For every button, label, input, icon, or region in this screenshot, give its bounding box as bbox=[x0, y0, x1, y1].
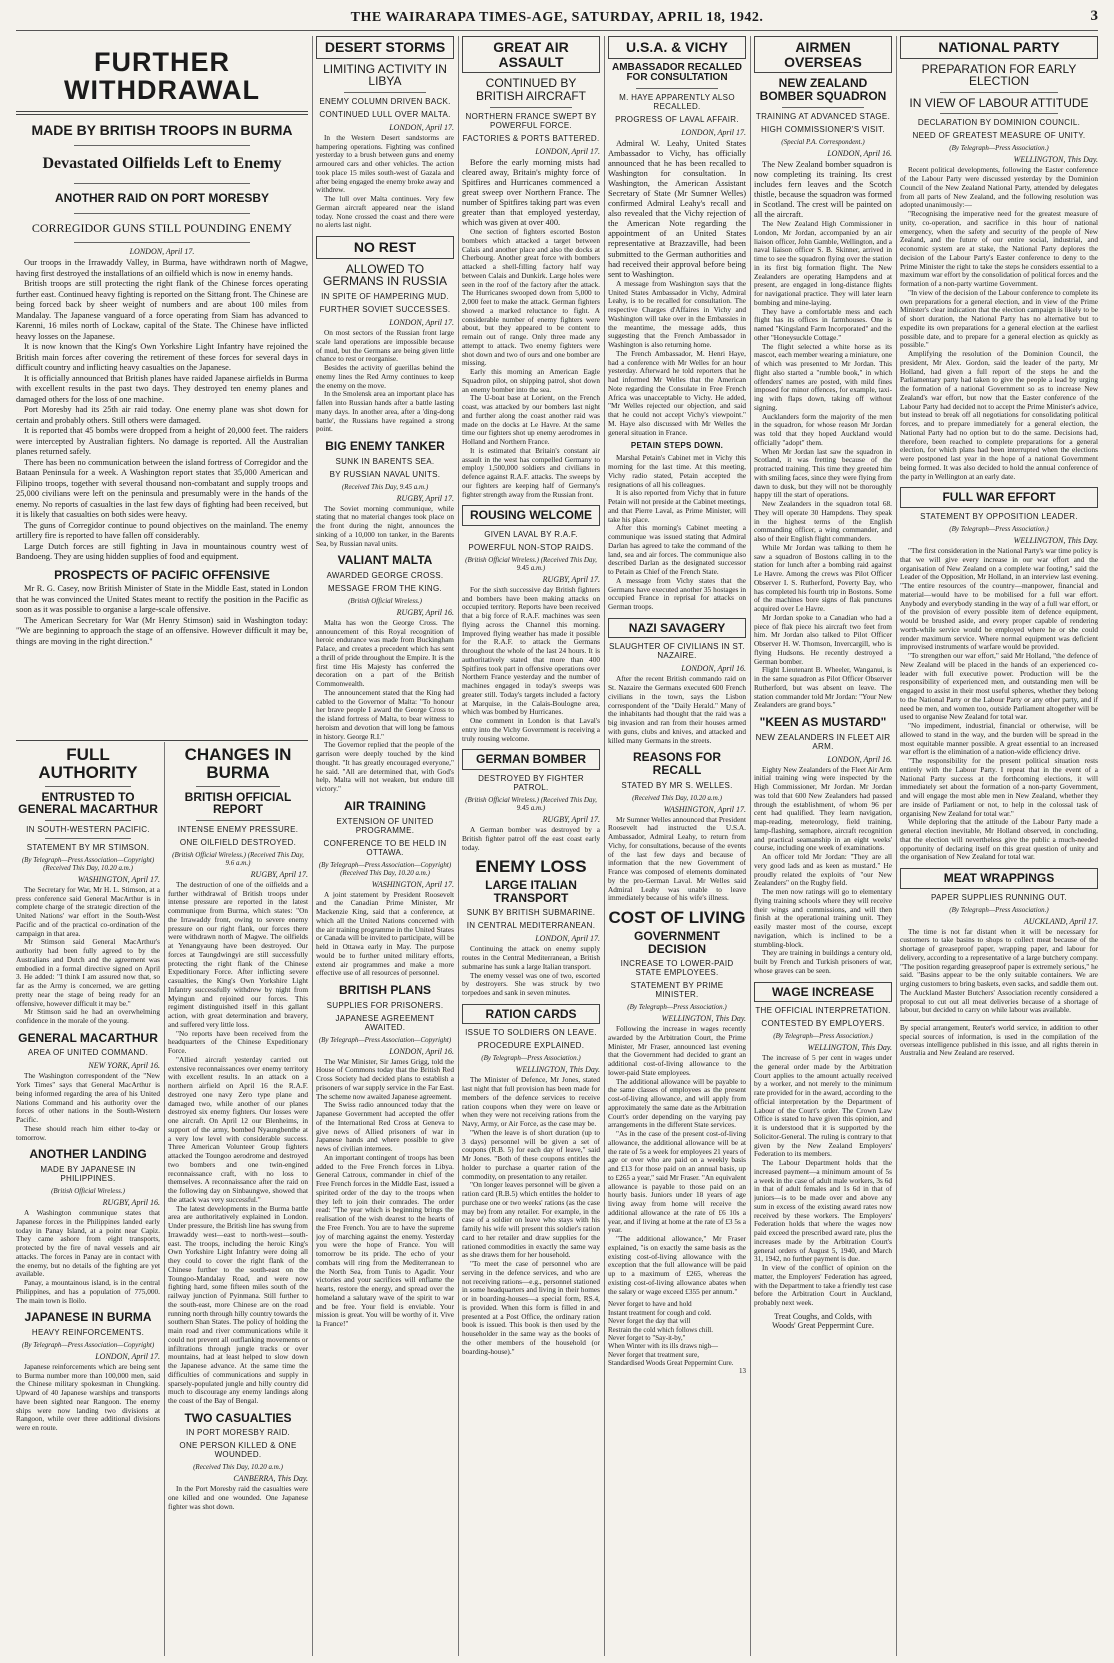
headline: BRITISH PLANS bbox=[338, 983, 431, 998]
paragraph: The Minister of Defence, Mr Jones, stated last night that full provision has been made for members of the defence services to receive ration coupons when they were on leave or when they were not receiving rations from the Navy, Army, or Air Force, as the case may be. bbox=[462, 1075, 600, 1129]
paragraph: "The additional allowance," Mr Fraser explained, "is on exactly the same basis as the existing cost-of-living allowance with the exception that the full allowance will be paid up to a maximum of £265, whereas the existing cost-of-living allowance abates when the salary or wage exceed £355 per annum." bbox=[608, 1234, 746, 1296]
paragraph: Mr Sumner Welles announced that President Roosevelt had instructed the U.S.A. Ambassador, Admiral Leahy, to return from Vichy, for consultations, because of the events of the last few days and because of information that the new Government of France was composed of elements dominated by the pro-German Laval. Mr Welles said Admiral Leahy was unable to leave immediately because of his wife's illness. bbox=[608, 814, 746, 903]
paragraph: Eighty New Zealanders of the Fleet Air Arm initial training wing were inspected by the High Commissioner, Mr Jordan. Mr Jordan was told that 600 New Zealanders had passed through the establishment, of whom 96 per cent had qualified. They learn navigation, map-reading, meteorology, field training, lamp-flashing, semaphore, aircraft recognition and practical seamanship in an eight weeks' course, including one week of examinations. bbox=[754, 764, 892, 853]
story-air-training bbox=[316, 800, 454, 978]
credit: (Received This Day, 10.20 a.m.) bbox=[193, 1463, 283, 1472]
subheading: PROCEDURE EXPLAINED. bbox=[477, 1041, 585, 1051]
headline: FULL AUTHORITY bbox=[38, 746, 138, 782]
deck: ENTRUSTED TO GENERAL MACARTHUR bbox=[18, 789, 158, 817]
subheading: M. HAYE APPARENTLY ALSO RECALLED. bbox=[619, 92, 735, 111]
subheading: CONTESTED BY EMPLOYERS. bbox=[761, 1019, 885, 1029]
deck: CONTINUED BY BRITISH AIRCRAFT bbox=[475, 76, 586, 103]
credit: (By Telegraph—Press Association.) bbox=[949, 144, 1049, 153]
headline: AIR TRAINING bbox=[344, 798, 426, 813]
paragraph: "No reports have been received from the headquarters of the Chinese Expeditionary Force. bbox=[168, 1028, 308, 1056]
paragraph: A message from Vichy states that the Germans have executed another 35 hostages in occupied France in reprisal for attacks on German troops. bbox=[608, 575, 746, 612]
paragraph: One section of fighters escorted Boston bombers which attacked a target between Calais and another place and also the docks at Cherbourg. Another great force with bombers attacked a shell-filling factory half way between Calais and Dunkirk. Large holes were seen in the roof of the factory after the attack. The Hurricanes swooped down from 5,000 to 2,000 feet to make the attack. German fighters showed a marked reluctance to fight. A considerable number of enemy fighters were about, but they appeared to be content to remain out of range. Only three made any attempt to attack. Two enemy fighters were shot down and two of ours and one bomber are missing. bbox=[462, 227, 600, 368]
paragraph: After the recent British commando raid on St. Nazaire the Germans executed 600 French civilians in the town, says the Lisbon correspondent of the "Daily Herald." Many of the inhabitants had thought that the raid was a big invasion and ran from their houses armed with guns, clubs and knives, and attacked and killed many Germans in the streets. bbox=[608, 674, 746, 745]
paragraph: Mr Stimson said General MacArthur's authority had been fully agreed to by the Australians and Dutch and the agreement was embodied in a formal directive signed on April 3. He added: "I think I am assured now that, so far as the Army is concerned, we are getting pretty near the stage of being ready for an offensive, however difficult it may be." bbox=[16, 937, 160, 1008]
paragraph: The Swiss radio announced today that the Japanese Government had accepted the offer of the International Red Cross at Geneva to give news of Allied prisoners of war in Japanese hands and where possible to give news of civilian internees. bbox=[316, 1100, 454, 1154]
column-rule bbox=[312, 36, 313, 1656]
lead-deck-3: ANOTHER RAID ON PORT MORESBY bbox=[54, 191, 269, 206]
story-usa-vichy bbox=[608, 36, 746, 612]
story-cost-of-living bbox=[608, 909, 746, 1376]
column-rule bbox=[164, 742, 165, 1656]
column-1a bbox=[16, 746, 160, 1656]
column-1b bbox=[168, 746, 308, 1656]
subheading: SLAUGHTER OF CIVILIANS IN ST. NAZAIRE. bbox=[609, 642, 745, 661]
paragraph: Japanese reinforcements which are being sent to Burma number more than 100,000 men, said the Chinese military spokesman in Chungking. Upward of 40 Japanese warships and transports have been sighted near Rangoon. The enemy ships were now landing two divisions at Rangoon, while over three additional divisions were en route. bbox=[16, 1361, 160, 1433]
headline: VALIANT MALTA bbox=[337, 553, 433, 568]
ad-line: Woods' Great Peppermint Cure. bbox=[772, 1320, 874, 1330]
deck: AMBASSADOR RECALLED FOR CONSULTATION bbox=[612, 61, 742, 84]
dateline: RUGBY, April 17. bbox=[542, 815, 600, 825]
paragraph: "The responsibility for the present political situation rests entirely with the Labour Party. I repeat that in the event of a National Party success at the forthcoming elections, it will immediately set about the formation of a non-party Government, and will engage the most able men in New Zealand, whether they are inside of Parliament or not, to help in the colossal task of organising New Zealand for total war." bbox=[900, 756, 1098, 818]
paragraph: The New Zealand High Commissioner in London, Mr Jordan, accompanied by an air liaison officer, John Gamble, Wellington, and a naval liaison officer S. B. Skinner, arrived in time to see the squadron flying over the station in its first big formation flight. The New Zealanders are operating Hampdens and at present, are engaged in long-distance flights for navigational practice. They will later learn bombing and mine-laying. bbox=[754, 219, 892, 307]
subheading: FACTORIES & PORTS BATTERED. bbox=[462, 133, 600, 143]
subheading: IN SPITE OF HAMPERING MUD. bbox=[321, 292, 449, 301]
paragraph: New Zealanders in the squadron total 68. They will operate 30 Hampdens. They speak in the highest terms of the English commanding officer, a wing commander, and also of their English flight commanders. bbox=[754, 499, 892, 544]
paragraph: These should reach him either to-day or tomorrow. bbox=[16, 1123, 160, 1142]
headline: RATION CARDS bbox=[485, 1006, 577, 1021]
column-3 bbox=[462, 36, 600, 1656]
paragraph: "Recognising the imperative need for the greatest measure of unity, co-operation, and sacrifice in this hour of national emergency, when the safety and security of the people of New Zealand, and the future of our entire social, industrial, and economic system are at stake, the National Party deplores the decision of the Labour Party's Easter conference to deny to the Prime Minister the right to take the steps he considers essential to a maximum war effort by the consolidation of political forces and the formation of a non-party wartime Government. bbox=[900, 209, 1098, 289]
paragraph: The increase of 5 per cent in wages under the general order made by the Arbitration Court applies to the amount actually received by a worker, and not merely to the minimum rate provided for in the award, according to the official interpretation by the Department of Labour of the Court's order. The Crown Law Office is stated to have given this opinion, and it is understood that it is supported by the Solicitor-General. The ruling is contrary to that given by the New Zealand Employers' Federation to its members. bbox=[754, 1053, 892, 1159]
paragraph: The War Minister, Sir James Grigg, told the House of Commons today that the British Red Cross Society had decided plans to establish a prisoners of war supply service in the Far East. The scheme now awaited Japanese agreement. bbox=[316, 1056, 454, 1101]
dateline: RUGBY, April 17. bbox=[542, 574, 600, 584]
paragraph: The French Ambassador, M. Henri Haye, had a conference with Mr Welles for an hour yesterday. Afterward he told reporters that he had informed Mr Welles that the American Note regarding the Consulate in Free French Africa was unacceptable to Vichy. He added, "Mr Welles rejected our objection, and said that he could not accept Vichy's viewpoint." M. Haye also discussed with Mr Welles the general situation in France. bbox=[608, 348, 746, 437]
credit: (By Telegraph—Press Association.) bbox=[627, 1003, 727, 1012]
dateline: LONDON, April 17. bbox=[535, 146, 600, 156]
story-no-rest bbox=[316, 236, 454, 434]
credit: (By Telegraph—Press Association—Copyright) (Received This Day, 10.20 a.m.) bbox=[318, 860, 452, 877]
subheading: IN PORT MORESBY RAID. bbox=[185, 1428, 291, 1438]
subheading: TRAINING AT ADVANCED STAGE. bbox=[755, 111, 891, 121]
credit: (Received This Day, 10.20 a.m.) bbox=[632, 793, 722, 802]
paragraph: It is estimated that Britain's constant air assault in the west has compelled Germany to employ 1,500,000 soldiers and civilians in defence against R.A.F. attacks. The sweeps by our fighters are keeping half of Germany's fighter strength away from the Russian front. bbox=[462, 445, 600, 499]
credit: (British Official Wireless.) (Received This Day, 9.6 a.m.) bbox=[172, 850, 304, 867]
dateline: WASHINGTON, April 17. bbox=[77, 874, 160, 884]
masthead bbox=[16, 8, 1098, 31]
deck: ALLOWED TO GERMANS IN RUSSIA bbox=[322, 261, 448, 289]
subheading: NEW ZEALANDERS IN FLEET AIR ARM. bbox=[755, 732, 891, 751]
deck: PREPARATION FOR EARLY ELECTION bbox=[921, 61, 1077, 89]
paragraph: Flight Lieutenant B. Wheeler, Wanganui, is in the same squadron as Pilot Officer Observer Rutherford, but was absent on leave. The station commander told Mr Jordan: "Your New Zealanders are grand boys." bbox=[754, 665, 892, 710]
paragraph: It is also reported from Vichy that in future Petain will not preside at the Cabinet meetings, and that Pierre Laval, as Prime Minister, will take his place. bbox=[608, 488, 746, 524]
headline: TWO CASUALTIES bbox=[184, 1410, 292, 1425]
subheading: AREA OF UNITED COMMAND. bbox=[27, 1048, 149, 1058]
subheading: SUPPLIES FOR PRISONERS. bbox=[326, 1000, 444, 1010]
dateline: LONDON, April 16. bbox=[681, 664, 746, 674]
headline: CHANGES IN BURMA bbox=[184, 746, 292, 782]
ad-line: Treat Coughs, and Colds, with bbox=[774, 1311, 872, 1321]
dateline: LONDON, April 16. bbox=[827, 148, 892, 158]
paragraph: Panay, a mountainous island, is in the central Philippines, and has a population of 775,000. The main town is Iloilo. bbox=[16, 1278, 160, 1305]
paragraph: Mr Stimson said he had an overwhelming confidence in the morale of the young. bbox=[16, 1007, 160, 1026]
subheading: POWERFUL NON-STOP RAIDS. bbox=[468, 542, 594, 552]
paragraph: Continuing the attack on enemy supply routes in the Central Mediterranean, a British submarine has sunk a large Italian transport. bbox=[462, 944, 600, 971]
dateline: WELLINGTON, This Day. bbox=[1013, 155, 1098, 165]
paragraph: While deploring that the attitude of the Labour Party made a general election inevitable, Mr Holland observed, in concluding, that the election will nevertheless give the public a much-needed opportunity of declaring itself on this great question of unity and the organisation of New Zealand for total war. bbox=[900, 817, 1098, 862]
subheading: NORTHERN FRANCE SWEPT BY POWERFUL FORCE. bbox=[465, 111, 597, 130]
story-big-enemy-tanker bbox=[316, 440, 454, 548]
story-great-air-assault bbox=[462, 36, 600, 499]
lead-paragraph: There has been no communication between the island fortress of Corregidor and the Bataan Peninsula for a week. A Washington report states that 35,000 American and Filipino troops, together with several thousand non-combatant and supply troops and 25,000 civilians were left on the peninsula and presumably were in the hands of the enemy. No reports of casualties in the last few days of fighting had been received, but it is likely that casualties on both sides were heavy. bbox=[16, 457, 308, 520]
deck: GOVERNMENT DECISION bbox=[633, 928, 720, 956]
subheading: MADE BY JAPANESE IN PHILIPPINES. bbox=[40, 1165, 136, 1184]
headline: JAPANESE IN BURMA bbox=[24, 1310, 152, 1325]
dateline: LONDON, April 16. bbox=[827, 754, 892, 764]
lead-paragraph: It is officially announced that British planes have raided Japanese airfields in Burma with excellent results in the past two days. They destroyed ten enemy planes and damaged others for the loss of one machine. bbox=[16, 373, 308, 404]
paragraph: In view of the conflict of opinion on the matter, the Employers' Federation has agreed, with the Department to take a friendly test case before the Arbitration Court in Auckland, probably next week. bbox=[754, 1263, 892, 1308]
paragraph: "To strengthen our war effort," said Mr Holland, "the defence of New Zealand will be placed in the hands of an experienced co-leader with full executive power. Production will be the responsibility of experienced men, and outstanding men will be engaged to assist in their most useful spheres, whether they belong to the National Party or the Labour Party or any other party, and if need be men, and women too, outside Parliament altogether will be used to organise New Zealand for total war. bbox=[900, 651, 1098, 722]
story-reasons-for-recall bbox=[608, 751, 746, 903]
paragraph: The destruction of one of the oilfields and a further withdrawal of British troops under intense pressure are reported in the latest communique from Burma, which states: "On the Irrawaddy front, owing to severe enemy pressure on our right flank, our forces there were withdrawn north of Magwe. The oilfields at Yenangyaung have been destroyed. Our forces at Taungdwingyi are still successfully protecting the right flank of the Chinese Expeditionary Force. After inflicting severe casualties, the King's Own Yorkshire Light Infantry successfully withdrew by night from Myingun and rejoined our forces. This regiment distinguished itself in this gallant action, with great determination and bravery, and suffered very little loss. bbox=[168, 879, 308, 1029]
deck: NEW ZEALAND BOMBER SQUADRON bbox=[759, 76, 887, 103]
credit: (By Telegraph—Press Association—Copyright) (Received This Day, 10.20 a.m.) bbox=[21, 855, 155, 872]
paragraph: Aucklanders form the majority of the men in the squadron, for whose reason Mr Jordan was told that they hoped Auckland would officially "adopt" them. bbox=[754, 411, 892, 447]
dateline: WELLINGTON, This Day. bbox=[661, 1014, 746, 1024]
subheading: IN CENTRAL MEDITERRANEAN. bbox=[466, 921, 596, 931]
deck: IN VIEW OF LABOUR ATTITUDE bbox=[909, 95, 1089, 110]
lead-sub-body bbox=[16, 584, 308, 647]
ad-line: Restrain the cold which follows chill. bbox=[608, 1325, 713, 1334]
credit: (By Telegraph—Press Association—Copyright) bbox=[21, 1340, 155, 1349]
story-valiant-malta bbox=[316, 554, 454, 794]
paragraph: Recent political developments, following the Easter conference of the Labour Party were discussed yesterday by the Dominion Council of the New Zealand National Party, attended by delegates from all parts of New Zealand, and the following resolution was adopted unanimously:— bbox=[900, 165, 1098, 210]
dateline: RUGBY, April 16. bbox=[102, 1198, 160, 1208]
subheading: BY RUSSIAN NAVAL UNITS. bbox=[329, 469, 441, 479]
paragraph: The Secretary for War, Mr H. L. Stimson, at a press conference said General MacArthur is in complete charge of the strategic direction of the United Nations' war effort in the South-West Pacific and of the practical co-ordination of the campaign in that area. bbox=[16, 884, 160, 938]
lead-sub-paragraph: The American Secretary for War (Mr Henry Stimson) said in Washington today: "We are beginning to approach the stage of an offensive. However difficult it may be, things are moving in the right direction." bbox=[16, 615, 308, 646]
paragraph: After this morning's Cabinet meeting a communique was issued stating that Admiral Darlan has agreed to take the command of the land, sea and air forces. The communique also described Darlan as the designated successor to Petain as Chief of the French State. bbox=[608, 523, 746, 577]
subheading: PETAIN STEPS DOWN. bbox=[630, 441, 724, 451]
subheading: HIGH COMMISSIONER'S VISIT. bbox=[760, 124, 885, 134]
lead-sub-headline: PROSPECTS OF PACIFIC OFFENSIVE bbox=[54, 567, 270, 582]
headline: "KEEN AS MUSTARD" bbox=[759, 715, 887, 730]
credit: (By Telegraph—Press Association—Copyright) bbox=[318, 1035, 452, 1044]
deck: LIMITING ACTIVITY IN LIBYA bbox=[323, 61, 447, 89]
story-national-party bbox=[900, 36, 1098, 481]
subheading: SUNK BY BRITISH SUBMARINE. bbox=[466, 908, 596, 918]
paragraph: "No impediment, industrial, financial or otherwise, will be allowed to stand in the way, and the burden will be spread in the most equitable manner possible. A great essential to an increased war effort is the elimination of a nation-wide efficiency drive. bbox=[900, 721, 1098, 757]
headline: MEAT WRAPPINGS bbox=[943, 871, 1055, 886]
paragraph: An officer told Mr Jordan: "They are all very good lads and as keen as mustard." He proudly related the exploits of "our New Zealanders" on the Rugby field. bbox=[754, 852, 892, 888]
headline: FULL WAR EFFORT bbox=[942, 490, 1056, 505]
subheading: STATEMENT BY PRIME MINISTER. bbox=[630, 981, 724, 1000]
subheading: FURTHER SOVIET SUCCESSES. bbox=[319, 305, 451, 314]
headline: COST OF LIVING bbox=[608, 908, 746, 928]
subheading: STATEMENT BY OPPOSITION LEADER. bbox=[920, 512, 1078, 522]
story-meat-wrappings bbox=[900, 868, 1098, 1058]
paragraph: On most sectors of the Russian front large scale land operations are impossible because of mud, but the Germans are being given little chance to rest or reorganise. bbox=[316, 328, 454, 364]
ad-code: 13 bbox=[739, 1367, 746, 1376]
subheading: ENEMY COLUMN DRIVEN BACK. bbox=[319, 96, 451, 106]
page-number: 3 bbox=[1090, 8, 1098, 24]
dateline: LONDON, April 17. bbox=[389, 122, 454, 132]
story-enemy-loss bbox=[462, 858, 600, 998]
subheading: INTENSE ENEMY PRESSURE. bbox=[177, 824, 299, 834]
ad-line: Never forget to "Say-it-by," bbox=[608, 1333, 686, 1342]
subheading: MESSAGE FROM THE KING. bbox=[327, 583, 443, 593]
credit: (By Telegraph—Press Association.) bbox=[949, 905, 1049, 914]
paragraph: The New Zealand bomber squadron is now completing its training. Its crest includes fern leaves and the Scotch thistle, because the squadron was formed in Scotland. The crest will be painted on all the aircraft. bbox=[754, 159, 892, 219]
subheading: CONTINUED LULL OVER MALTA. bbox=[319, 109, 451, 119]
ad-line: Instant treatment for cough and cold. bbox=[608, 1308, 712, 1317]
subheading: JAPANESE AGREEMENT AWAITED. bbox=[335, 1013, 435, 1032]
subheading: ISSUE TO SOLDIERS ON LEAVE. bbox=[465, 1028, 597, 1038]
lead-deck-2: Devastated Oilfields Left to Enemy bbox=[42, 155, 282, 173]
paragraph: A German bomber was destroyed by a British fighter patrol off the east coast early today. bbox=[462, 825, 600, 852]
subheading: CONFERENCE TO BE HELD IN OTTAWA. bbox=[323, 838, 447, 857]
credit: (By Telegraph—Press Association.) bbox=[773, 1032, 873, 1041]
subheading: PAPER SUPPLIES RUNNING OUT. bbox=[931, 892, 1067, 902]
dateline: NEW YORK, April 16. bbox=[88, 1061, 160, 1071]
subheading: ONE OILFIELD DESTROYED. bbox=[179, 837, 297, 847]
story-nazi-savagery bbox=[608, 618, 746, 746]
lead-deck-1: MADE BY BRITISH TROOPS IN BURMA bbox=[31, 121, 293, 138]
subheading: STATED BY MR S. WELLES. bbox=[621, 780, 733, 790]
paragraph: One comment in London is that Laval's entry into the Vichy Government is receiving a truly rousing welcome. bbox=[462, 716, 600, 743]
story-airmen-overseas bbox=[754, 36, 892, 710]
dateline: WASHINGTON, April 17. bbox=[371, 879, 454, 889]
story-rousing-welcome bbox=[462, 505, 600, 743]
paragraph: Malta has won the George Cross. The announcement of this Royal recognition of heroic endurance was made from Buckingham Palace, and creates a precedent which has sent a thrill of pride throughout the Empire. It is the first time His Majesty has conferred the decoration on a part of the British Commonwealth. bbox=[316, 617, 454, 689]
story-desert-storms bbox=[316, 36, 454, 230]
paragraph: "On longer leaves personnel will be given a ration card (R.B.5) which entitles the holder to purchase one or two weeks' rations (as the case may be) from any retailer. For example, in the case of a soldier on leave who stays with his family his wife will present this soldier's ration card to her retailer and draw supplies for the rationed commodities in exactly the same way as she draws them for her household. bbox=[462, 1180, 600, 1260]
headline: ANOTHER LANDING bbox=[29, 1147, 147, 1162]
headline: ENEMY LOSS bbox=[475, 857, 587, 877]
subheading: DECLARATION BY DOMINION COUNCIL. bbox=[917, 118, 1081, 128]
column-rule bbox=[750, 36, 751, 1656]
headline: NO REST bbox=[353, 239, 417, 256]
ad-line: Never forget to have and hold bbox=[608, 1300, 692, 1309]
story-british-plans bbox=[316, 984, 454, 1329]
paragraph: When Mr Jordan last saw the squadron in Scotland, it was fretting because of the protracted training. This time they greeted him with smiling faces, since they were flying from dawn to dusk, but they will not be thoroughly happy till the start of operations. bbox=[754, 446, 892, 500]
ad-line: Never forget that treatment sure, bbox=[608, 1350, 700, 1359]
ad-line: Standardised Woods Great Peppermint Cure. bbox=[608, 1359, 734, 1368]
headline: DESERT STORMS bbox=[324, 39, 446, 55]
lead-sub-paragraph: Mr R. G. Casey, now British Minister of State in the Middle East, stated in London that he was convinced the United States meant to rectify the position in the Pacific as soon as it was possible to organise a large-scale offensive. bbox=[16, 584, 308, 615]
dateline: WELLINGTON, This Day. bbox=[515, 1065, 600, 1075]
ad-line: When Winter with its ills draws nigh— bbox=[608, 1342, 719, 1351]
headline: GENERAL MACARTHUR bbox=[18, 1030, 158, 1045]
paragraph: The Labour Department holds that the increased payment—a minimum amount of 5s a week in the case of adult male workers, 3s 6d in that of adult females and 1s 6d in that of juniors—is to be made over and above any sum in excess of the existing award rates now received by these workers. The Employers' Federation holds that where the wages now paid exceed the prescribed award rate, plus the increases made by the Arbitration Court's general orders of August 5, 1940, and March 31, 1942, no further payment is due. bbox=[754, 1158, 892, 1264]
headline: BIG ENEMY TANKER bbox=[325, 439, 445, 453]
paragraph: They are training in buildings a century old, built by French and Turkish prisoners of war, whose graves can be seen. bbox=[754, 948, 892, 975]
credit: (Received This Day, 9.45 a.m.) bbox=[341, 482, 429, 491]
paragraph: "To meet the case of personnel who are serving in the defence services, and who are not receiving rations—e.g., personnel stationed in some headquarters and living in their homes or in boarding-houses—a special form, RS.4, is provided. When this form is filled in and presented at a Post Office, the ordinary ration book is issued. This book is then used by the householder in the same way as the books of the other members of the household (or boarding-house)." bbox=[462, 1259, 600, 1356]
paragraph: The Soviet morning communique, while stating that no material changes took place on the front during the night, announces the sinking of a 10,000 ton tanker, in the Barents Sea, by Russian naval units. bbox=[316, 503, 454, 548]
subheading: THE OFFICIAL INTERPRETATION. bbox=[755, 1006, 891, 1016]
paragraph: In the Smolensk area an important place has fallen into Russian hands after a battle lasting many days. In another area, after a 'ding-dong battle', the Russians have regained a strong point. bbox=[316, 389, 454, 434]
dateline: WASHINGTON, April 17. bbox=[663, 804, 746, 814]
column-rule bbox=[458, 36, 459, 1656]
subheading: INCREASE TO LOWER-PAID STATE EMPLOYEES. bbox=[620, 959, 734, 978]
headline: REASONS FOR RECALL bbox=[632, 750, 721, 777]
lead-headline: FURTHER WITHDRAWAL bbox=[64, 47, 260, 106]
paragraph: The time is not far distant when it will be necessary for customers to take basins to shops to collect meat because of the shortage of greaseproof paper, wrapping paper, and labour for delivery, according to a representative of a large butchery company. "The position regarding greaseproof paper is extremely serious," he said. "Basins appear to be the only suitable containers. We are urging customers to bring baskets, even sacks, and saddle them out. The Auckland Master Butchers' Association recently considered a proposal to cut out all meat deliveries because of a shortage of labour, but decided to carry on while labour was available. bbox=[900, 926, 1098, 1015]
lead-dateline: LONDON, April 17. bbox=[129, 247, 195, 257]
lead-paragraph: Large Dutch forces are still fighting in Java in mountainous country west of Bandoeng. They are using hidden supplies of food and equipment. bbox=[16, 541, 308, 562]
story-german-bomber bbox=[462, 749, 600, 852]
paragraph: The U-boat base at Lorient, on the French coast, was attacked by our bombers last night and further along the coast another raid was made on the docks at Le Havre. At the same time our fighters shot up enemy aerodromes in Holland and Northern France. bbox=[462, 393, 600, 447]
subheading: ONE PERSON KILLED & ONE WOUNDED. bbox=[179, 1441, 297, 1460]
paragraph: The flight selected a white horse as its mascot, each member wearing a miniature, one of which was presented to Mr Jordan. This flight also started a "rumble book," in which offenders' names are posted, with mild fines imposed for minor offences, for example, taxi-ing with flaps down, taking off without signing. bbox=[754, 341, 892, 412]
paragraph: "In view of the decision of the Labour conference to complete its own preparations for a general election, and in view of the Prime Minister's clear indication that the election campaign is likely to be of short duration, the National Party has no alternative but to expedite its own preparations for a general election at the earliest possible date, and to prepare for a general election as quickly as possible." bbox=[900, 287, 1098, 350]
column-rule bbox=[896, 36, 897, 1656]
column-6 bbox=[900, 36, 1098, 1656]
paragraph: The announcement stated that the King had cabled to the Governor of Malta: "To honour her brave people I award the George Cross to the island fortress of Malta, to bear witness to heroism and devotion that will long be famous in history. George R.I." bbox=[316, 687, 454, 741]
column-rule bbox=[604, 36, 605, 1656]
dateline: LONDON, April 17. bbox=[95, 1351, 160, 1361]
headline: GERMAN BOMBER bbox=[476, 752, 586, 767]
paragraph: For the sixth successive day British fighters and bombers have been making attacks on occupied territory. Reports have been received that a big force of R.A.F. machines was seen flying across the Channel this morning. Improved flying weather has made it possible for the R.A.F. to attack the Germans throughout the whole of the last 24 hours. It is authoritatively stated that more than 400 Spitfires took part in offensive operations over Northern France yesterday and the number of machines engaged in today's sweeps was greater still. Today's targets included a factory at Marquise, in the Calais-Boulogne area, which was bombed by Hurricanes. bbox=[462, 584, 600, 717]
credit: (British Official Wireless.) bbox=[51, 1187, 125, 1196]
paragraph: Early this morning an American Eagle Squadron pilot, on shipping patrol, shot down an enemy bomber into the sea. bbox=[462, 367, 600, 394]
paragraph: In the Port Moresby raid the casualties were one killed and one wounded. One Japanese fighter was shot down. bbox=[168, 1484, 308, 1511]
subheading: HEAVY REINFORCEMENTS. bbox=[31, 1327, 145, 1337]
paragraph: A Washington communique states that Japanese forces in the Philippines landed early today in Panay Island, at a point near Capiz. They came ashore from eight transports, protected by the fire of naval vessels and air attacks. The forces in Panay are in contact with the enemy, but no details of the fighting are yet available. bbox=[16, 1208, 160, 1279]
story-keen-as-mustard bbox=[754, 716, 892, 976]
credit: (British Official Wireless.) (Received This Day, 9.45 a.m.) bbox=[465, 555, 597, 572]
paragraph: Amplifying the resolution of the Dominion Council, the president, Mr Alex. Gordon, said the leader of the party, Mr Holland, had given a full report of the steps he and the Parliamentary party had taken to give the people a lead by urging the formation of a national Government so as to increase New Zealand's war effort, but now that the Easter conference of the Labour Party had decided not to accept the Prime Minister's advice, but instead to break off all negotiations for consolidating political forces, and to prepare immediately for a general election, the National Party had no option but to do the same. Decisions had, therefore, been reached to complete preparations for a general election, for which plans had been interrupted when the elections were postponed last year in the hope of a national Government being formed. It was also decided to hold the annual conference of the party in Wellington at an early date. bbox=[900, 349, 1098, 481]
paragraph: The Washington correspondent of the "New York Times" says that General MacArthur is being informed regarding the area of his United Nations Command and his authority over the forces of other nations in the South-Western Pacific. bbox=[16, 1071, 160, 1125]
headline: AIRMEN OVERSEAS bbox=[784, 39, 862, 70]
paragraph: An important contingent of troops has been added to the Free French forces in Libya. General Catroux, commander in chief of the Free French forces in the Middle East, issued a spirited order of the day to the troops when they left to join their comrades. The order read: "The year which is beginning brings the realisation of the wish dearest to the hearts of the Free French. You are to have the supreme joy of marching against the enemy. Yesterday you were the hope of France. You will tomorrow be its pride. The echo of your combats will ring from the Mediterranean to the North Sea, from Tunis to Agadir. Your victories and your sacrifices will enflame the hearts, restore the energy, and spread over the homeland a salutary wave of the spirit to war and be free. Your field is enviable. Your mission is great. You will be worthy of it. Vive la France!" bbox=[316, 1152, 454, 1329]
lead-paragraph: Our troops in the Irrawaddy Valley, in Burma, have withdrawn north of Magwe, having first destroyed the installations of an oilfield which is now in enemy hands. bbox=[16, 258, 308, 278]
paragraph: Following the increase in wages recently awarded by the Arbitration Court, the Prime Minister, Mr Fraser, announced last evening that the Government had decided to grant an additional cost-of-living allowance to the lower-paid State employees. bbox=[608, 1024, 746, 1077]
lead-paragraph: It is now known that the King's Own Yorkshire Light Infantry have rejoined the British main forces after covering the retirement of these forces for several days in difficult country and inflicting heavy casualties on the Japanese. bbox=[16, 342, 308, 373]
paragraph: "Allied aircraft yesterday carried out extensive reconnaissances over enemy territory with excellent results. In an attack on a northern airfield on April 16 the R.A.F. destroyed one navy Zero type plane and damaged two, while another of our planes destroyed six enemy fighters. Our losses were one aircraft. On April 12 our Blenheims, in support of the army, bombed Nyaungbenthe at a very low level with considerable success. Three American Volunteer Group fighters attacked the Toungoo aerodrome and destroyed two bombers and one twin-engined reconnaissance craft, with no loss to themselves. A reconnaissance after the raid on the following day on Sinbaungwe, showed that the attack was very successful." bbox=[168, 1054, 308, 1204]
paragraph: A message from Washington says that the United States Ambassador in Vichy, Admiral Leahy, is to be recalled for consultation. The respective Charges d'Affaires in Vichy and Washington will take over in the Embassies in the meantime, the message adds, thus suggesting that the French Ambassador in Washington is also returning home. bbox=[608, 278, 746, 350]
masthead-title: THE WAIRARAPA TIMES-AGE, SATURDAY, APRIL 18, 1942. bbox=[350, 10, 764, 25]
deck: BRITISH OFFICIAL REPORT bbox=[184, 789, 292, 817]
story-full-war-effort bbox=[900, 487, 1098, 862]
subheading: AWARDED GEORGE CROSS. bbox=[326, 570, 444, 580]
column-4 bbox=[608, 36, 746, 1656]
headline: GREAT AIR ASSAULT bbox=[493, 39, 569, 70]
paragraph: The enemy vessel was one of two, escorted by destroyers. She was struck by two torpedoes and sank in seven minutes. bbox=[462, 970, 600, 998]
lead-paragraph: Port Moresby had its 25th air raid today. One enemy plane was shot down for certain and probably others. Still others were damaged. bbox=[16, 405, 308, 425]
dateline: LONDON, April 16. bbox=[389, 1046, 454, 1056]
story-ration-cards bbox=[462, 1004, 600, 1357]
subheading: NEED OF GREATEST MEASURE OF UNITY. bbox=[912, 131, 1086, 141]
ad-line: Never forget the day that will bbox=[608, 1317, 691, 1326]
dateline: WELLINGTON, This Day. bbox=[807, 1043, 892, 1053]
lead-story bbox=[16, 40, 308, 740]
dateline: RUGBY, April 16. bbox=[396, 607, 454, 617]
dateline: LONDON, April 17. bbox=[389, 318, 454, 327]
paragraph: Mr Jordan spoke to a Canadian who had a piece of flak piece his aircraft two feet from him. Mr Jordan also talked to Pilot Officer Observer H. W. Thomson, Invercargill, who is flying Hudsons. He recently destroyed a German bomber. bbox=[754, 612, 892, 666]
subheading: GIVEN LAVAL BY R.A.F. bbox=[484, 529, 578, 539]
subheading: DESTROYED BY FIGHTER PATROL. bbox=[478, 774, 584, 793]
subheading: STATEMENT BY MR STIMSON. bbox=[26, 842, 150, 852]
credit: (Special P.A. Correspondent.) bbox=[781, 137, 865, 146]
column-2 bbox=[316, 36, 454, 1656]
story-another-landing bbox=[16, 1148, 160, 1305]
lead-bottom-rule bbox=[16, 740, 308, 741]
dateline: WELLINGTON, This Day. bbox=[1013, 536, 1098, 546]
copyright-footer: By special arrangement, Reuter's world service, in addition to other special sources of information, is used in the compilation of the overseas intelligence published in this issue, and all rights therein in Australia and New Zealand are reserved. bbox=[900, 1020, 1098, 1058]
paragraph: While Mr Jordan was talking to them he saw a squadron of Bostons calling in to the station for lunch after a bombing raid against Le Havre. Among the crews was Pilot Officer Observer I. S. Rutherford, Poverty Bay, who has completed his fourth trip in Bostons. Some of the machines bore signs of flak punctures acquired over Le Havre. bbox=[754, 542, 892, 614]
advertisement-verse bbox=[608, 1300, 746, 1376]
subheading: PROGRESS OF LAVAL AFFAIR. bbox=[615, 114, 739, 124]
paragraph: The Governor replied that the people of the garrison were deeply touched by the kind thought. "It has greatly encouraged everyone," he said. "All are determined that, with God's help, Malta will not weaken, but endure till victory." bbox=[316, 740, 454, 794]
paragraph: "When the leave is of short duration (up to 3 days) personnel will be given a set of coupons (R.B. 5) for each day of leave," said Mr Jones. "Both of these coupons entitles the holder to purchase a quarter ration of the commodity, on presentation to any retailer. bbox=[462, 1127, 600, 1181]
story-wage-increase bbox=[754, 982, 892, 1330]
lead-deck-4: CORREGIDOR GUNS STILL POUNDING ENEMY bbox=[31, 220, 293, 235]
paragraph: The lull over Malta continues. Very few German aircraft appeared near the island today. None crossed the coast and there were no alerts last night. bbox=[316, 194, 454, 230]
paragraph: The latest developments in the Burma battle area are authoritatively explained in London. Under pressure, the British line has swung from Irrawaddy west—east to north-west—south-east. The troops, including the heroic King's Own Yorkshire Light Infantry were doing all they could to cover the right flank of the Chinese further to the south-east on the Toungoo-Mandalay Road, and were now fighting hard, some fifteen miles south of the railway junction of Pyinmana. Still further to the south-east, more Chinese are on the road running north through hilly country towards the southern Shan States. The policy of holding the main road and river communications while it could not prevent all outflanking movements or infiltrations through jungle tracks or over mountains, had at least helped to slow down the Japanese advance. At the same time the difficulties of communications and supply in sparsely-populated jungle and hilly country did much to discourage any enemy landings along the coast of the Bay of Bengal. bbox=[168, 1203, 308, 1406]
paragraph: A joint statement by President Roosevelt and the Canadian Prime Minister, Mr Mackenzie King, said that a conference, at which all the United Nations concerned with the air training programme in the United States or Canada will be invited to participate, will be held in Ottawa early in May. The purpose would be to further united military efforts, extend air programmes and make a more effective use of all resources of personnel. bbox=[316, 889, 454, 978]
paragraph: They have a comfortable mess and each flight has its offices in farmhouses. One is named "Kingsland Farm Incorporated" and the other "Honeysuckle Cottage." bbox=[754, 306, 892, 342]
column-5 bbox=[754, 36, 892, 1656]
story-two-casualties bbox=[168, 1412, 308, 1512]
lead-paragraph: It is reported that 45 bombs were dropped from a height of 20,000 feet. The raiders were intercepted by Australian fighters. No damage is reported. All the Australian planes returned safely. bbox=[16, 426, 308, 457]
paragraph: Besides the activity of guerillas behind the enemy lines the Red Army continues to keep the enemy on the move. bbox=[316, 363, 454, 390]
story-general-macarthur bbox=[16, 1032, 160, 1143]
lead-paragraph: British troops are still protecting the right flank of the Chinese forces operating further east. Continued heavy fighting is reported on the Sittang front. The Chinese are being forced back by sheer weight of numbers and are about 100 miles from Mandalay. The Japanese vanguard of a force operating from Siam has advanced to Karenni, 16 miles north of Lockaw, capital of the State. The Chinese have inflicted heavy losses on the Japanese. bbox=[16, 279, 308, 341]
deck: LARGE ITALIAN TRANSPORT bbox=[485, 878, 577, 905]
story-japanese-in-burma bbox=[16, 1311, 160, 1433]
credit: (British Official Wireless.) (Received This Day, 9.45 a.m.) bbox=[465, 796, 597, 813]
advertisement bbox=[754, 1312, 892, 1330]
dateline: RUGBY, April 17. bbox=[250, 869, 308, 879]
paragraph: Admiral W. Leahy, United States Ambassador to Vichy, has officially announced that he has been recalled to Washington for consultation. In Washington, the American Assistant Secretary of State (Mr Sumner Welles) confirmed Admiral Leahy's recall and also revealed that the Vichy rejection of the American Note regarding the appointment of an United States representative at Brazzaville, had been submitted to the German authorities and had received their approval before being sent to Washington. bbox=[608, 138, 746, 279]
story-full-authority bbox=[16, 746, 160, 1026]
headline: WAGE INCREASE bbox=[771, 984, 874, 999]
paragraph: Marshal Petain's Cabinet met in Vichy this morning for the last time. At this meeting, Vichy radio stated, Petain accepted the resignations of all his colleagues. bbox=[608, 453, 746, 489]
lead-body bbox=[16, 258, 308, 563]
credit: (By Telegraph—Press Association.) bbox=[949, 525, 1049, 534]
subheading: SUNK IN BARENTS SEA. bbox=[335, 456, 435, 466]
headline: U.S.A. & VICHY bbox=[626, 39, 728, 55]
headline: NATIONAL PARTY bbox=[938, 39, 1060, 55]
dateline: RUGBY, April 17. bbox=[396, 493, 454, 503]
credit: (British Official Wireless.) bbox=[348, 596, 422, 605]
paragraph: Before the early morning mists had cleared away, Britain's mighty force of Spitfires and Hurricanes commenced a great sweep over Northern France. The number of Spitfires taking part was even greater than that employed yesterday, which was given at over 400. bbox=[462, 157, 600, 228]
credit: (By Telegraph—Press Association.) bbox=[481, 1054, 581, 1063]
subheading: IN SOUTH-WESTERN PACIFIC. bbox=[26, 824, 150, 834]
paragraph: In the Western Desert sandstorms are hampering operations. Fighting was confined yesterday to a brush between guns and enemy armoured cars and other vehicles. The action took place 15 miles south-west of Gazala and after being engaged the enemy broke away and withdrew. bbox=[316, 132, 454, 195]
story-changes-in-burma bbox=[168, 746, 308, 1406]
dateline: CANBERRA, This Day. bbox=[233, 1474, 308, 1484]
headline: NAZI SAVAGERY bbox=[628, 620, 726, 635]
dateline: LONDON, April 17. bbox=[681, 127, 746, 137]
paragraph: "As in the case of the present cost-of-living allowance, the additional allowance will be at the rate of 5s a week for employees 21 years of age or over who are paid on a weekly basis and £13 for those paid on an annual basis, up to £265 a year," said Mr Fraser. "An equivalent allowance is payable to those paid on an hourly basis. Juniors under 18 years of age living away from home will receive the additional allowance at the rate of £6 10s a year, and if living at home at the rate of £3 5s a year. bbox=[608, 1129, 746, 1235]
paragraph: The men now ratings will go to elementary flying training schools where they will receive their wings and commissions, and will then finish at the operational training unit. They easily master most of the course, except navigation, which is inclined to be a stumbling-block. bbox=[754, 887, 892, 949]
paragraph: "The first consideration in the National Party's war time policy is that we will give every increase in our war effort and the organisation of New Zealand on a complete war footing," said the Leader of the Opposition, Mr Holland, in an interview last evening. "The entire resources of the country—manpower, financial and material—would have to be mobilised for a full war effort. Anybody and everybody standing in the way of a full war effort, or of the provision of every possible item of defence equipment, would be brushed aside, and every proper capable of rendering worth-while service would be employed where he or she could render maximum service. Where normal equipment was deficient improvised instruments of warfare would be provided. bbox=[900, 546, 1098, 652]
dateline: AUCKLAND, April 17. bbox=[1023, 916, 1098, 926]
headline: ROUSING WELCOME bbox=[470, 508, 592, 523]
subheading: EXTENSION OF UNITED PROGRAMME. bbox=[336, 816, 434, 835]
dateline: LONDON, April 17. bbox=[535, 934, 600, 944]
lead-paragraph: The guns of Corregidor continue to pound objectives on the mainland. The enemy artillery fire is reported to have fallen off considerably. bbox=[16, 520, 308, 541]
paragraph: The additional allowance will be payable to the same classes of employees as the present cost-of-living allowance, and will apply from approximately the same date as the Arbitration Court's order depending on the varying pay arrangements in the different State services. bbox=[608, 1076, 746, 1130]
